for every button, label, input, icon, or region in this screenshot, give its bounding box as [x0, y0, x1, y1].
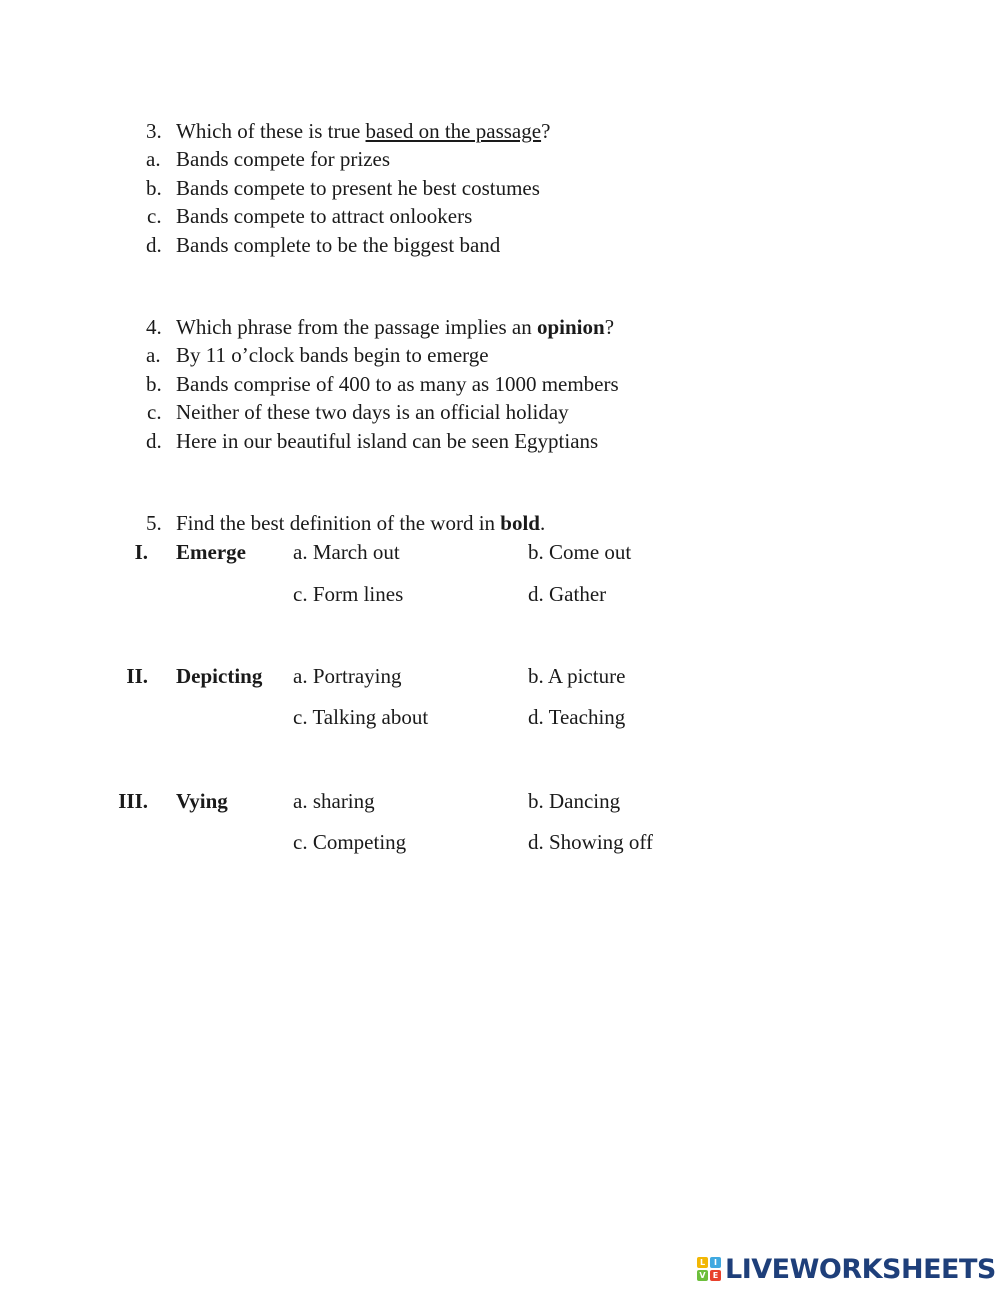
logo-blocks-icon: [697, 1257, 721, 1281]
item-2-option-d[interactable]: d. Teaching: [528, 705, 626, 729]
question-5-text-before: Find the best definition of the word in: [176, 511, 501, 535]
question-3-option-a-letter: a.: [146, 147, 161, 171]
item-3-option-b[interactable]: b. Dancing: [528, 789, 621, 813]
item-3-word: Vying: [176, 789, 228, 813]
question-3-number: 3.: [146, 119, 162, 143]
question-4-text: [176, 313, 614, 341]
question-4-option-d[interactable]: Here in our beautiful island can be seen Egyptians: [176, 429, 599, 453]
item-3-option-d[interactable]: d. Showing off: [528, 830, 654, 854]
question-5-bold-word: bold: [500, 511, 540, 535]
question-4-option-d-letter: d.: [146, 429, 162, 453]
question-3-option-b-letter: b.: [146, 176, 162, 200]
item-2-word: Depicting: [176, 664, 263, 688]
question-4-bold-word: opinion: [536, 315, 605, 339]
item-3-option-a[interactable]: a. sharing: [293, 789, 375, 813]
question-4-option-a-letter: a.: [146, 343, 161, 367]
logo-block-e: E: [710, 1270, 721, 1281]
question-3-option-b[interactable]: Bands compete to present he best costumes: [176, 176, 540, 200]
question-5-text-after: .: [540, 511, 546, 535]
item-1-option-d[interactable]: d. Gather: [528, 582, 607, 606]
item-2-option-a[interactable]: a. Portraying: [293, 664, 402, 688]
item-1-option-c[interactable]: c. Form lines: [293, 582, 404, 606]
logo-block-l: L: [697, 1257, 708, 1268]
question-4-option-b[interactable]: Bands comprise of 400 to as many as 1000 members: [176, 372, 619, 396]
question-4-text-after: ?: [604, 315, 615, 339]
item-1-option-b[interactable]: b. Come out: [528, 540, 632, 564]
item-2-roman-numeral: II.: [126, 664, 148, 688]
question-3-option-d-letter: d.: [146, 233, 162, 257]
question-4-text-before: Which phrase from the passage implies an: [176, 315, 537, 339]
question-4-option-b-letter: b.: [146, 372, 162, 396]
logo-block-i: I: [710, 1257, 721, 1268]
item-2-option-b[interactable]: b. A picture: [528, 664, 626, 688]
question-3-option-d[interactable]: Bands complete to be the biggest band: [176, 233, 501, 257]
item-1-option-a[interactable]: a. March out: [293, 540, 400, 564]
question-4-number: 4.: [146, 315, 162, 339]
item-1-roman-numeral: I.: [134, 540, 148, 564]
item-3-option-c[interactable]: c. Competing: [293, 830, 407, 854]
question-4-option-a[interactable]: By 11 o’clock bands begin to emerge: [176, 343, 489, 367]
item-1-word: Emerge: [176, 540, 246, 564]
question-5-text: [176, 509, 545, 537]
question-3-option-c[interactable]: Bands compete to attract onlookers: [176, 204, 473, 228]
liveworksheets-logo: [697, 1253, 996, 1285]
item-2-option-c[interactable]: c. Talking about: [293, 705, 429, 729]
question-4-option-c-letter: c.: [147, 400, 162, 424]
question-3-underlined-phrase: based on the passage: [365, 119, 542, 143]
question-5-number: 5.: [146, 511, 162, 535]
question-3-text-before: Which of these is true: [176, 119, 366, 143]
question-3-text: [176, 117, 550, 145]
item-3-roman-numeral: III.: [118, 789, 148, 813]
logo-text: LIVEWORKSHEETS: [725, 1253, 996, 1285]
question-3-option-c-letter: c.: [147, 204, 162, 228]
logo-block-v: V: [697, 1270, 708, 1281]
question-4-option-c[interactable]: Neither of these two days is an official holiday: [176, 400, 569, 424]
question-3-option-a[interactable]: Bands compete for prizes: [176, 147, 391, 171]
question-3-text-after: ?: [541, 119, 551, 143]
